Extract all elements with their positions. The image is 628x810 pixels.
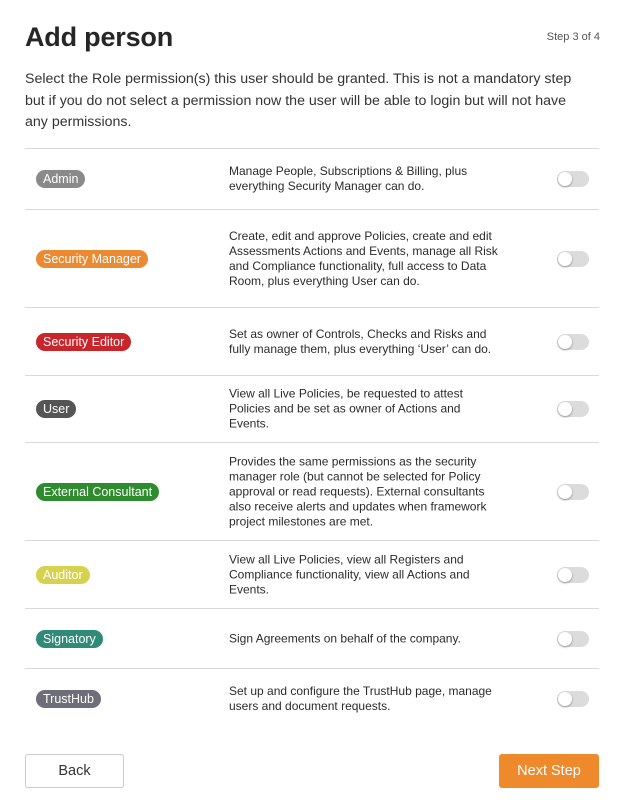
role-badge-user: User xyxy=(36,400,76,418)
toggle-user[interactable] xyxy=(557,401,589,417)
page-title: Add person xyxy=(25,22,174,52)
role-badge-security-manager: Security Manager xyxy=(36,250,148,268)
role-row-external-consultant xyxy=(25,442,599,540)
role-description-signatory: Sign Agreements on behalf of the company. xyxy=(229,631,461,645)
toggle-signatory[interactable] xyxy=(557,631,589,647)
next-step-button[interactable]: Next Step xyxy=(499,754,599,788)
role-badge-signatory: Signatory xyxy=(36,630,103,648)
role-badge-trusthub: TrustHub xyxy=(36,690,101,708)
toggle-external-consultant[interactable] xyxy=(557,484,589,500)
toggle-auditor[interactable] xyxy=(557,567,589,583)
role-description-external-consultant: Provides the same permissions as the security manager role (but cannot be selected for Policy approval or read requests). External consultants also receive alerts and updates when framework project milestones are met. xyxy=(229,454,487,528)
toggle-trusthub[interactable] xyxy=(557,691,589,707)
role-row-signatory xyxy=(25,608,599,668)
role-permissions-list xyxy=(25,148,599,729)
toggle-knob xyxy=(558,335,572,349)
role-description-trusthub: Set up and configure the TrustHub page, manage users and document requests. xyxy=(229,684,492,713)
page-header xyxy=(25,20,600,56)
toggle-knob xyxy=(558,632,572,646)
role-row-user xyxy=(25,375,599,442)
role-description-user: View all Live Policies, be requested to attest Policies and be set as owner of Actions and Events. xyxy=(229,386,463,431)
role-badge-admin: Admin xyxy=(36,170,85,188)
toggle-security-manager[interactable] xyxy=(557,251,589,267)
role-badge-external-consultant: External Consultant xyxy=(36,483,159,501)
toggle-knob xyxy=(558,568,572,582)
toggle-admin[interactable] xyxy=(557,171,589,187)
toggle-security-editor[interactable] xyxy=(557,334,589,350)
role-description-security-manager: Create, edit and approve Policies, create and edit Assessments Actions and Events, manage all Risk and Compliance functionality, full access to Data Room, plus everything User can do. xyxy=(229,228,498,288)
toggle-knob xyxy=(558,485,572,499)
role-description-security-editor: Set as owner of Controls, Checks and Risks and fully manage them, plus everything ‘User’ can do. xyxy=(229,326,492,356)
role-row-security-editor xyxy=(25,307,599,375)
role-row-auditor xyxy=(25,540,599,608)
toggle-knob xyxy=(558,172,572,186)
role-badge-security-editor: Security Editor xyxy=(36,333,131,351)
toggle-knob xyxy=(558,692,572,706)
toggle-knob xyxy=(558,252,572,266)
toggle-knob xyxy=(558,402,572,416)
role-badge-auditor: Auditor xyxy=(36,566,90,584)
role-row-trusthub xyxy=(25,668,599,729)
role-row-admin xyxy=(25,148,599,209)
role-row-security-manager xyxy=(25,209,599,307)
role-description-admin: Manage People, Subscriptions & Billing, plus everything Security Manager can do. xyxy=(229,164,468,193)
instructions-text: Select the Role permission(s) this user should be granted. This is not a mandatory step but if you do not select a permission now the user will be able to login but will not have any permissions. xyxy=(25,71,572,130)
role-description-auditor: View all Live Policies, view all Registers and Compliance functionality, view all Actions and Events. xyxy=(229,552,470,596)
back-button[interactable]: Back xyxy=(25,754,124,788)
step-indicator: Step 3 of 4 xyxy=(546,31,600,43)
